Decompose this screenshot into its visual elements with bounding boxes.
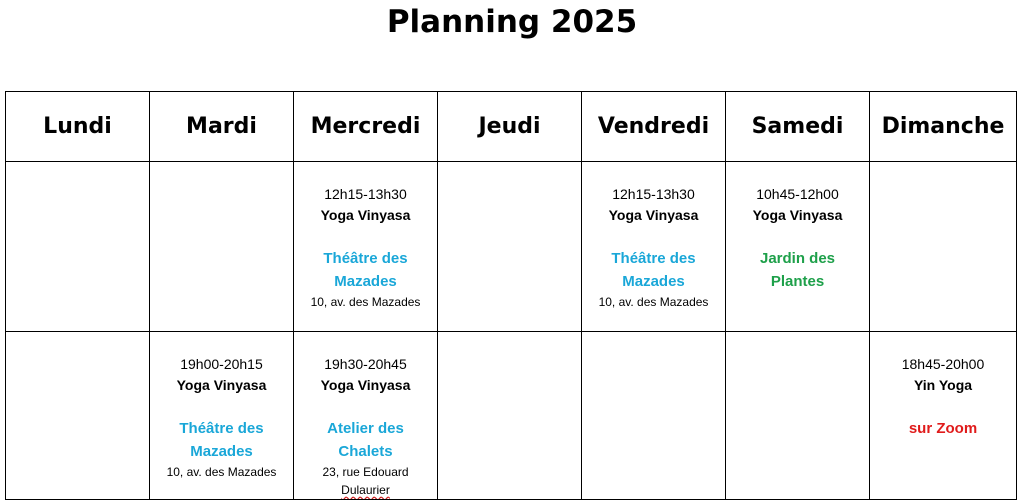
session-time: 19h00-20h15: [180, 356, 263, 372]
schedule-table: [5, 91, 1017, 500]
session-time: 12h15-13h30: [612, 186, 695, 202]
session-venue: Atelier des: [327, 420, 404, 437]
day-header-vendredi: Vendredi: [582, 92, 726, 162]
cell-mercredi-2: [294, 332, 438, 500]
cell-mardi-2: [150, 332, 294, 500]
session-address: 10, av. des Mazades: [598, 295, 709, 309]
session-time: 12h15-13h30: [324, 186, 407, 202]
day-header-jeudi: Jeudi: [438, 92, 582, 162]
session-class: Yoga Vinyasa: [320, 377, 411, 393]
cell-dimanche-1: [870, 162, 1017, 332]
day-header-lundi: Lundi: [6, 92, 150, 162]
day-header-mercredi: Mercredi: [294, 92, 438, 162]
session-venue: Plantes: [770, 273, 825, 290]
session-venue: Mazades: [334, 273, 397, 290]
page-title: Planning 2025: [386, 4, 638, 40]
cell-lundi-1: [6, 162, 150, 332]
session-venue: sur Zoom: [908, 420, 978, 437]
session-time: 19h30-20h45: [324, 356, 407, 372]
cell-lundi-2: [6, 332, 150, 500]
session-time: 18h45-20h00: [901, 356, 985, 372]
table-row: [6, 162, 1017, 332]
cell-jeudi-1: [438, 162, 582, 332]
day-header-mardi: Mardi: [150, 92, 294, 162]
session-class: Yoga Vinyasa: [752, 207, 843, 223]
session-class: Yoga Vinyasa: [176, 377, 267, 393]
session-class: Yin Yoga: [913, 377, 973, 393]
session-address: 23, rue Edouard: [322, 465, 409, 479]
cell-dimanche-2: [870, 332, 1017, 500]
session-venue: Jardin des: [759, 250, 836, 267]
session-venue: Mazades: [190, 443, 253, 460]
session-class: Yoga Vinyasa: [608, 207, 699, 223]
header-row: [6, 92, 1017, 162]
session-address-line2: Dulaurier: [341, 483, 390, 497]
session-venue: Théâtre des: [179, 420, 264, 437]
cell-mercredi-1: [294, 162, 438, 332]
session-venue: Chalets: [338, 443, 393, 460]
session-venue: Mazades: [622, 273, 685, 290]
session-venue: Théâtre des: [611, 250, 696, 267]
day-header-dimanche: Dimanche: [870, 92, 1017, 162]
session-time: 10h45-12h00: [756, 186, 839, 202]
session-address: [294, 481, 437, 499]
cell-mardi-1: [150, 162, 294, 332]
day-header-samedi: Samedi: [726, 92, 870, 162]
cell-jeudi-2: [438, 332, 582, 500]
cell-samedi-1: [726, 162, 870, 332]
session-address: 10, av. des Mazades: [166, 465, 277, 479]
cell-samedi-2: [726, 332, 870, 500]
session-address: 10, av. des Mazades: [310, 295, 421, 309]
session-class: Yoga Vinyasa: [320, 207, 411, 223]
cell-vendredi-1: [582, 162, 726, 332]
cell-vendredi-2: [582, 332, 726, 500]
session-venue: Théâtre des: [323, 250, 408, 267]
table-row: [6, 332, 1017, 500]
